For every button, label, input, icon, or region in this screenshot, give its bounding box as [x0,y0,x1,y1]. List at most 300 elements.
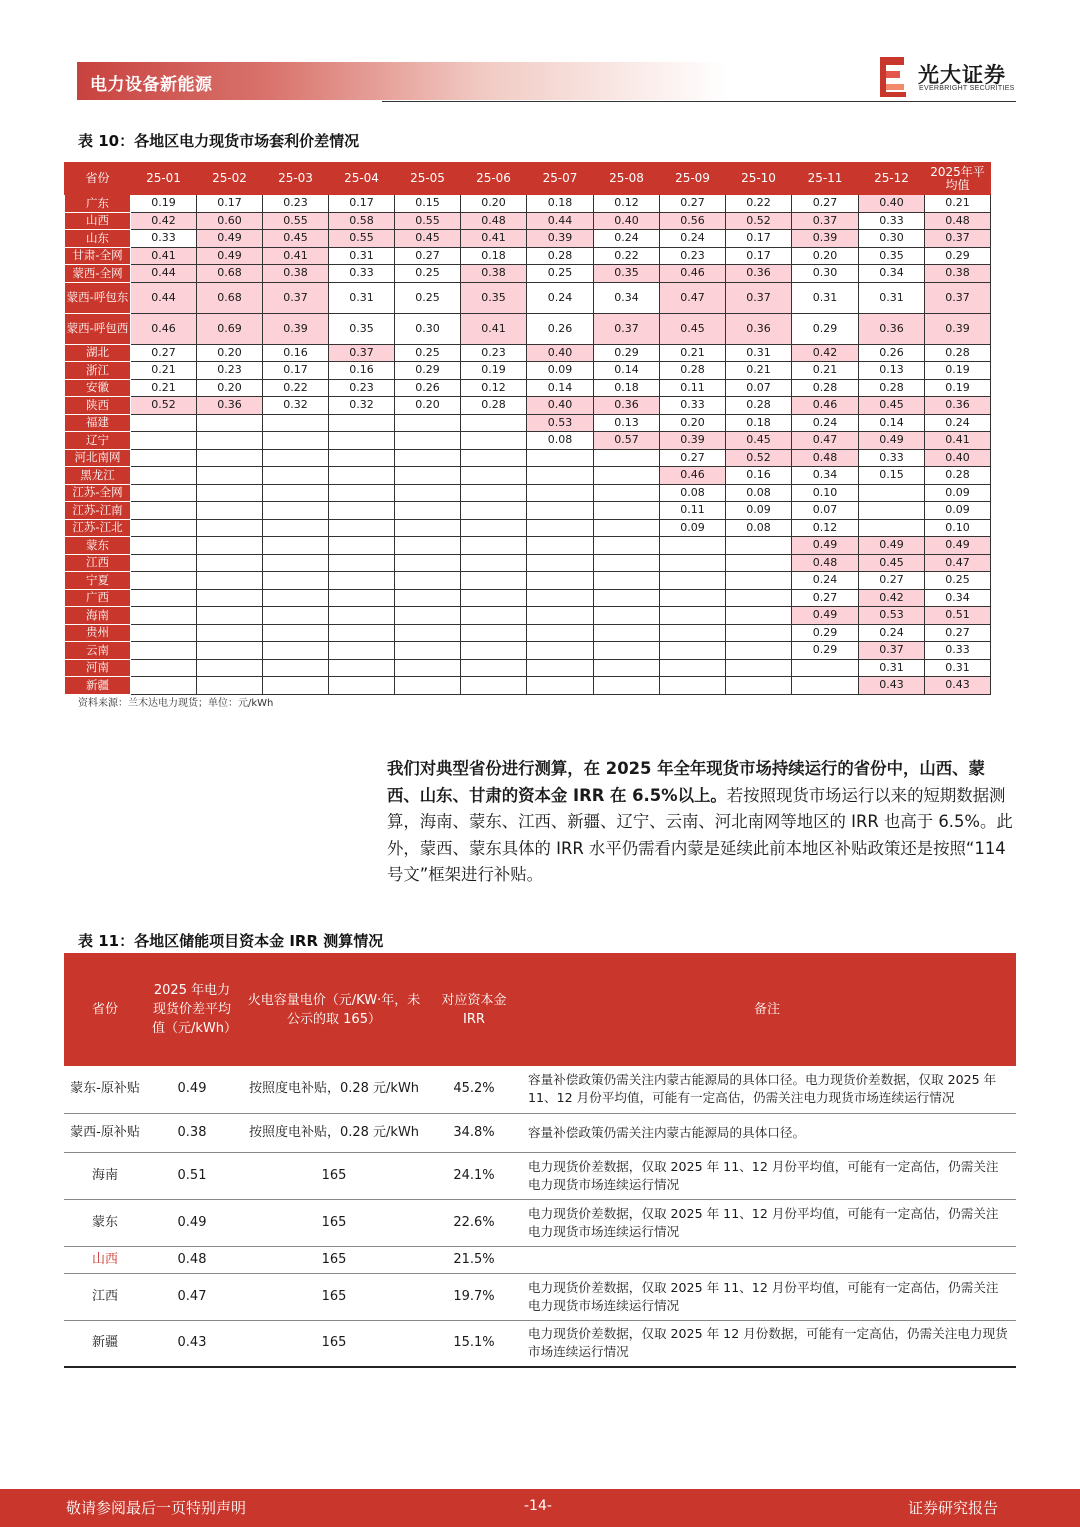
value-cell: 0.24 [859,624,925,642]
value-cell [197,519,263,537]
value-cell: 0.10 [792,484,859,502]
everbright-logo-icon [878,57,908,97]
value-cell [461,677,527,695]
value-cell: 0.31 [925,659,991,677]
value-cell [395,502,461,520]
value-cell: 0.23 [329,379,395,397]
value-cell: 0.30 [859,230,925,248]
value-cell [594,502,660,520]
value-cell: 0.29 [925,247,991,265]
value-cell [527,484,594,502]
value-cell: 0.33 [329,265,395,283]
irr-capacity-cell: 165 [238,1152,430,1199]
value-cell: 0.18 [594,379,660,397]
value-cell: 0.27 [925,624,991,642]
value-cell [660,624,726,642]
value-cell: 0.32 [329,397,395,415]
value-cell [461,414,527,432]
value-cell: 0.20 [461,195,527,213]
value-cell: 0.30 [395,313,461,344]
province-cell: 蒙西-全网 [65,265,131,283]
value-cell: 0.26 [527,313,594,344]
irr-province-cell: 海南 [64,1152,146,1199]
value-cell [329,449,395,467]
table11-caption: 表 11：各地区储能项目资本金 IRR 测算情况 [78,932,384,950]
value-cell [726,659,792,677]
province-cell: 陕西 [65,397,131,415]
value-cell: 0.16 [726,467,792,485]
value-cell: 0.12 [461,379,527,397]
value-cell: 0.21 [131,379,197,397]
value-cell: 0.17 [726,230,792,248]
irr-spread-cell: 0.38 [146,1113,238,1152]
value-cell: 0.31 [329,247,395,265]
value-cell [527,642,594,660]
province-cell: 海南 [65,607,131,625]
table-row [65,624,991,642]
value-cell [527,659,594,677]
table-row [64,1273,1016,1320]
value-cell: 0.22 [263,379,329,397]
value-cell: 0.45 [660,313,726,344]
table10-col-header: 2025年平均值 [925,163,991,195]
irr-note-cell: 电力现货价差数据，仅取 2025 年 11、12 月份平均值，可能有一定高估，仍需关注电力现货市场连续运行情况 [518,1273,1016,1320]
value-cell [263,484,329,502]
province-cell: 湖北 [65,344,131,362]
value-cell: 0.25 [925,572,991,590]
province-cell: 甘肃-全网 [65,247,131,265]
value-cell [329,607,395,625]
value-cell [395,572,461,590]
value-cell [197,607,263,625]
value-cell: 0.14 [527,379,594,397]
table10-col-header: 25-09 [660,163,726,195]
value-cell [461,589,527,607]
value-cell: 0.27 [792,589,859,607]
value-cell: 0.46 [131,313,197,344]
table11-header-row [64,953,1016,1066]
table-row [65,414,991,432]
table10-col-header: 25-04 [329,163,395,195]
value-cell: 0.12 [594,195,660,213]
value-cell: 0.20 [395,397,461,415]
value-cell: 0.33 [859,212,925,230]
value-cell [461,659,527,677]
irr-capacity-cell: 165 [238,1199,430,1246]
value-cell: 0.18 [726,414,792,432]
value-cell [594,519,660,537]
irr-note-cell: 容量补偿政策仍需关注内蒙古能源局的具体口径。电力现货价差数据，仅取 2025 年 11、12 月份平均值，可能有一定高估，仍需关注电力现货市场连续运行情况 [518,1066,1016,1113]
value-cell: 0.36 [925,397,991,415]
province-cell: 云南 [65,642,131,660]
value-cell [263,677,329,695]
table-row [65,195,991,213]
value-cell [726,554,792,572]
value-cell [461,502,527,520]
value-cell: 0.58 [329,212,395,230]
value-cell [263,414,329,432]
value-cell [660,589,726,607]
value-cell: 0.44 [131,282,197,313]
value-cell [660,659,726,677]
value-cell: 0.33 [660,397,726,415]
province-cell: 蒙西-呼包东 [65,282,131,313]
value-cell: 0.28 [726,397,792,415]
value-cell: 0.38 [461,265,527,283]
value-cell: 0.37 [263,282,329,313]
value-cell: 0.45 [859,397,925,415]
value-cell [131,677,197,695]
value-cell: 0.27 [859,572,925,590]
value-cell: 0.24 [792,572,859,590]
value-cell: 0.13 [859,362,925,380]
value-cell [594,484,660,502]
value-cell: 0.47 [925,554,991,572]
value-cell: 0.40 [527,397,594,415]
value-cell: 0.16 [329,362,395,380]
value-cell: 0.12 [792,519,859,537]
value-cell: 0.20 [197,344,263,362]
value-cell [263,589,329,607]
value-cell: 0.17 [726,247,792,265]
value-cell: 0.53 [527,414,594,432]
value-cell [197,484,263,502]
irr-capacity-cell: 165 [238,1273,430,1320]
value-cell: 0.34 [859,265,925,283]
value-cell [461,607,527,625]
value-cell: 0.26 [395,379,461,397]
table-row [64,1066,1016,1113]
value-cell [329,502,395,520]
value-cell [263,554,329,572]
value-cell [527,554,594,572]
table-row [65,607,991,625]
value-cell [395,624,461,642]
table-row [65,642,991,660]
table10-col-header: 省份 [65,163,131,195]
logo-text-cn: 光大证券 [918,63,1006,87]
value-cell: 0.28 [925,344,991,362]
value-cell [131,449,197,467]
value-cell: 0.25 [395,282,461,313]
value-cell: 0.13 [594,414,660,432]
table-row [65,432,991,450]
irr-irr-cell: 45.2% [430,1066,518,1113]
table-row [64,1199,1016,1246]
table-row [65,554,991,572]
value-cell [131,572,197,590]
paragraph-bold: 我们对典型省份进行测算，在 2025 年全年现货市场持续运行的省份中，山西、蒙西、山东、甘肃的资本金 IRR 在 6.5%以上。 [387,759,985,805]
value-cell [660,642,726,660]
value-cell [131,624,197,642]
value-cell: 0.20 [197,379,263,397]
value-cell [329,537,395,555]
value-cell [594,659,660,677]
value-cell [263,432,329,450]
table11-col-header: 省份 [64,953,146,1066]
irr-note-cell: 电力现货价差数据，仅取 2025 年 12 月份数据，可能有一定高估，仍需关注电力现货市场连续运行情况 [518,1320,1016,1367]
value-cell: 0.41 [263,247,329,265]
value-cell: 0.39 [263,313,329,344]
value-cell [461,642,527,660]
province-cell: 蒙东 [65,537,131,555]
province-cell: 河南 [65,659,131,677]
table-row [65,467,991,485]
province-cell: 福建 [65,414,131,432]
value-cell [461,624,527,642]
value-cell: 0.08 [660,484,726,502]
value-cell [197,572,263,590]
value-cell: 0.27 [131,344,197,362]
value-cell: 0.37 [594,313,660,344]
value-cell [726,537,792,555]
value-cell [131,589,197,607]
value-cell [329,572,395,590]
value-cell: 0.34 [792,467,859,485]
value-cell [395,607,461,625]
value-cell [461,467,527,485]
table-row [65,265,991,283]
province-cell: 辽宁 [65,432,131,450]
value-cell [594,642,660,660]
table11-col-header: 2025 年电力现货价差平均值（元/kWh） [146,953,238,1066]
value-cell: 0.11 [660,502,726,520]
value-cell: 0.20 [792,247,859,265]
table-row [65,519,991,537]
value-cell: 0.11 [660,379,726,397]
value-cell: 0.27 [792,195,859,213]
value-cell [594,624,660,642]
value-cell: 0.48 [925,212,991,230]
province-cell: 黑龙江 [65,467,131,485]
value-cell [461,572,527,590]
table-row [65,449,991,467]
irr-capacity-cell: 165 [238,1246,430,1273]
value-cell [660,677,726,695]
table10-col-header: 25-11 [792,163,859,195]
table-row [65,397,991,415]
value-cell [329,554,395,572]
value-cell: 0.29 [594,344,660,362]
table-row [65,572,991,590]
table10-col-header: 25-12 [859,163,925,195]
province-cell: 山西 [65,212,131,230]
province-cell: 江苏-江北 [65,519,131,537]
province-cell: 江西 [65,554,131,572]
value-cell: 0.36 [594,397,660,415]
value-cell [527,572,594,590]
value-cell: 0.35 [859,247,925,265]
value-cell [329,642,395,660]
value-cell: 0.20 [660,414,726,432]
value-cell: 0.40 [925,449,991,467]
value-cell: 0.09 [925,484,991,502]
value-cell: 0.24 [527,282,594,313]
table-row [65,313,991,344]
irr-province-cell: 新疆 [64,1320,146,1367]
value-cell [395,519,461,537]
value-cell: 0.18 [461,247,527,265]
value-cell [131,607,197,625]
value-cell: 0.30 [792,265,859,283]
value-cell: 0.21 [660,344,726,362]
value-cell: 0.49 [859,537,925,555]
value-cell: 0.27 [660,195,726,213]
table-row [65,247,991,265]
value-cell [131,484,197,502]
value-cell [329,624,395,642]
table11-col-header: 火电容量电价（元/KW·年，未公示的取 165） [238,953,430,1066]
value-cell: 0.27 [660,449,726,467]
table-row [65,484,991,502]
value-cell [461,519,527,537]
value-cell: 0.17 [197,195,263,213]
value-cell [131,519,197,537]
value-cell [461,537,527,555]
value-cell: 0.37 [329,344,395,362]
value-cell: 0.19 [925,362,991,380]
value-cell [329,519,395,537]
table11-irr [64,953,1016,1368]
irr-spread-cell: 0.47 [146,1273,238,1320]
header-divider [382,101,1016,102]
value-cell: 0.22 [726,195,792,213]
value-cell: 0.48 [792,554,859,572]
table11-col-header: 备注 [518,953,1016,1066]
value-cell: 0.18 [527,195,594,213]
value-cell: 0.23 [660,247,726,265]
paragraph-normal: 若按照现货市场运行以来的短期数据测算，海南、蒙东、江西、新疆、辽宁、云南、河北南网等地区的 IRR 也高于 6.5%。此外，蒙西、蒙东具体的 IRR 水平仍需看内蒙是延续此前本地区补贴政策还是按照“114 号文”框架进行补贴。 [387,785,1013,884]
value-cell: 0.28 [792,379,859,397]
value-cell [197,449,263,467]
value-cell [197,659,263,677]
value-cell: 0.09 [527,362,594,380]
value-cell: 0.21 [726,362,792,380]
value-cell: 0.09 [660,519,726,537]
value-cell [131,432,197,450]
table10-col-header: 25-05 [395,163,461,195]
province-cell: 江苏-江南 [65,502,131,520]
value-cell: 0.21 [925,195,991,213]
province-cell: 宁夏 [65,572,131,590]
value-cell [263,624,329,642]
value-cell [329,589,395,607]
value-cell: 0.47 [792,432,859,450]
value-cell [594,677,660,695]
value-cell: 0.28 [461,397,527,415]
value-cell [329,484,395,502]
value-cell: 0.38 [925,265,991,283]
value-cell: 0.44 [527,212,594,230]
value-cell [263,607,329,625]
value-cell: 0.29 [792,624,859,642]
table-row [65,344,991,362]
value-cell: 0.42 [859,589,925,607]
value-cell: 0.46 [792,397,859,415]
value-cell: 0.39 [925,313,991,344]
value-cell: 0.09 [925,502,991,520]
value-cell: 0.31 [726,344,792,362]
value-cell: 0.37 [859,642,925,660]
value-cell: 0.36 [726,313,792,344]
value-cell: 0.17 [329,195,395,213]
value-cell [395,589,461,607]
table-row [64,1113,1016,1152]
table-row [65,230,991,248]
value-cell: 0.24 [594,230,660,248]
table10-caption: 表 10：各地区电力现货市场套利价差情况 [78,132,360,150]
value-cell: 0.28 [925,467,991,485]
value-cell: 0.33 [925,642,991,660]
value-cell: 0.49 [197,247,263,265]
value-cell: 0.41 [925,432,991,450]
table10-col-header: 25-07 [527,163,594,195]
value-cell [263,642,329,660]
value-cell [197,467,263,485]
table10-header-row [65,163,991,195]
value-cell: 0.33 [131,230,197,248]
value-cell: 0.52 [131,397,197,415]
value-cell: 0.28 [660,362,726,380]
province-cell: 蒙西-呼包西 [65,313,131,344]
value-cell: 0.53 [859,607,925,625]
value-cell: 0.40 [594,212,660,230]
value-cell: 0.25 [395,344,461,362]
value-cell: 0.17 [263,362,329,380]
value-cell: 0.37 [925,230,991,248]
value-cell: 0.14 [594,362,660,380]
value-cell: 0.57 [594,432,660,450]
value-cell: 0.19 [131,195,197,213]
value-cell [726,572,792,590]
value-cell [527,624,594,642]
value-cell: 0.07 [792,502,859,520]
value-cell [461,432,527,450]
irr-province-cell: 蒙东 [64,1199,146,1246]
value-cell: 0.46 [660,265,726,283]
value-cell [395,642,461,660]
value-cell: 0.51 [925,607,991,625]
value-cell: 0.29 [792,313,859,344]
province-cell: 安徽 [65,379,131,397]
value-cell [461,484,527,502]
table10-col-header: 25-03 [263,163,329,195]
value-cell [726,677,792,695]
table-row [64,1320,1016,1367]
table10-col-header: 25-06 [461,163,527,195]
footer-report-type: 证券研究报告 [908,1499,999,1517]
value-cell: 0.23 [197,362,263,380]
value-cell: 0.49 [197,230,263,248]
value-cell: 0.16 [263,344,329,362]
footer-disclaimer: 敬请参阅最后一页特别声明 [66,1499,247,1517]
value-cell [263,659,329,677]
value-cell [263,467,329,485]
value-cell [527,537,594,555]
value-cell: 0.45 [726,432,792,450]
value-cell: 0.39 [660,432,726,450]
value-cell: 0.40 [859,195,925,213]
value-cell [726,642,792,660]
value-cell [594,554,660,572]
irr-irr-cell: 34.8% [430,1113,518,1152]
value-cell: 0.41 [461,230,527,248]
value-cell: 0.46 [660,467,726,485]
province-cell: 贵州 [65,624,131,642]
value-cell: 0.23 [461,344,527,362]
value-cell [527,589,594,607]
irr-capacity-cell: 按照度电补贴，0.28 元/kWh [238,1113,430,1152]
